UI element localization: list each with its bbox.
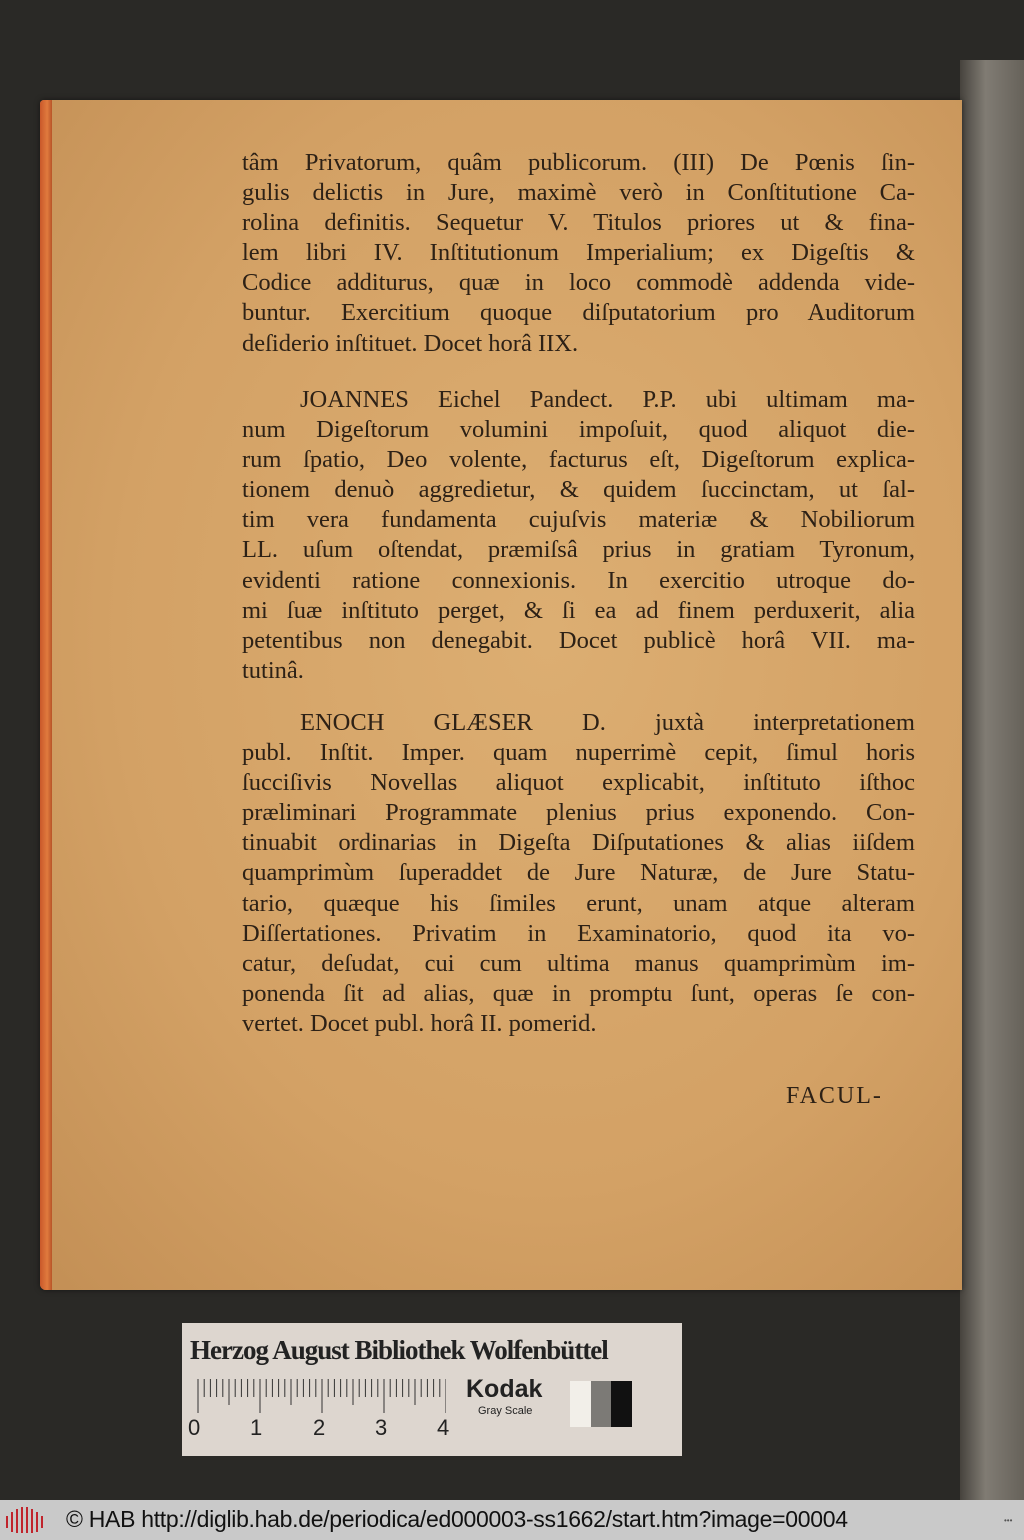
gray-scale-patch bbox=[570, 1381, 632, 1427]
text-line: Codice additurus, quæ in loco commodè addenda vide- bbox=[242, 269, 915, 297]
text-line: vertet. Docet publ. horâ II. pomerid. bbox=[242, 1009, 597, 1037]
catchword: FACUL- bbox=[786, 1083, 883, 1109]
page-edge bbox=[40, 100, 52, 1290]
text-line: mi ſuæ inſtituto perget, & ſi ea ad finem perduxerit, alia bbox=[242, 596, 915, 624]
text-line: tinuabit ordinarias in Digeſta Diſputationes & alias iiſdem bbox=[242, 829, 915, 857]
text-line: ENOCH GLÆSER D. juxtà interpretationem bbox=[300, 709, 915, 736]
paragraph-3 bbox=[242, 708, 915, 1039]
ruler-number: 4 bbox=[437, 1415, 450, 1440]
text-line: ſucciſivis Novellas aliquot explicabit, inſtituto iſthoc bbox=[242, 769, 915, 797]
text-line: præliminari Programmate plenius prius exponendo. Con- bbox=[242, 799, 915, 827]
ruler-number: 3 bbox=[375, 1415, 388, 1440]
library-name: Herzog August Bibliothek Wolfenbüttel bbox=[190, 1335, 608, 1365]
text-line: LL. uſum oſtendat, præmiſsâ prius in gratiam Tyronum, bbox=[242, 536, 915, 564]
text-line: rum ſpatio, Deo volente, facturus eſt, Digeſtorum explica- bbox=[242, 446, 915, 474]
text-line: tutinâ. bbox=[242, 656, 304, 684]
text-line: Diſſertationes. Privatim in Examinatorio, quod ita vo- bbox=[242, 919, 915, 947]
text-line: gulis delictis in Jure, maximè verò in Conſtitutione Ca- bbox=[242, 179, 915, 207]
ruler-number: 1 bbox=[250, 1415, 263, 1440]
text-line: rolina definitis. Sequetur V. Titulos priores ut & fina- bbox=[242, 209, 915, 237]
text-line: quamprimùm ſuperaddet de Jure Naturæ, de Jure Statu- bbox=[242, 859, 915, 887]
library-label-card bbox=[182, 1323, 682, 1456]
text-line: tario, quæque his ſimiles erunt, unam atque alteram bbox=[242, 889, 915, 917]
paragraph-2 bbox=[242, 385, 915, 686]
text-line: publ. Inſtit. Imper. quam nuperrimè cepit, ſimul horis bbox=[242, 739, 915, 767]
text-line: catur, deſudat, cui cum ultima manus quamprimùm im- bbox=[242, 949, 915, 977]
kodak-subtitle: Gray Scale bbox=[478, 1405, 533, 1417]
ruler-number: 0 bbox=[188, 1415, 201, 1440]
paragraph-1 bbox=[242, 148, 915, 359]
text-line: tim vera fundamenta cujuſvis materiæ & Nobiliorum bbox=[242, 506, 915, 534]
hab-logo-icon bbox=[4, 1506, 46, 1534]
text-line: tâm Privatorum, quâm publicorum. (III) De Pœnis ſin- bbox=[242, 149, 915, 176]
footer-bar bbox=[0, 1500, 1024, 1540]
source-url[interactable]: © HAB http://diglib.hab.de/periodica/ed000003-ss1662/start.htm?image=00004 bbox=[66, 1506, 848, 1532]
text-line: num Digeſtorum volumini impoſuit, quod aliquot die- bbox=[242, 416, 915, 444]
ruler-scale bbox=[196, 1379, 446, 1413]
text-line: buntur. Exercitium quoque diſputatorium pro Auditorum bbox=[242, 299, 915, 327]
text-line: ponenda ſit ad alias, quæ in promptu ſunt, operas ſe con- bbox=[242, 979, 915, 1007]
adjacent-page-shadow bbox=[960, 60, 1024, 1500]
text-line: deſiderio inſtituet. Docet horâ IIX. bbox=[242, 329, 579, 357]
text-line: evidenti ratione connexionis. In exercitio utroque do- bbox=[242, 566, 915, 594]
text-line: petentibus non denegabit. Docet publicè horâ VII. ma- bbox=[242, 626, 915, 654]
text-line: JOANNES Eichel Pandect. P.P. ubi ultimam ma- bbox=[300, 386, 915, 413]
more-icon[interactable]: ••• bbox=[1004, 1516, 1013, 1525]
kodak-logo: Kodak bbox=[466, 1375, 543, 1403]
text-line: lem libri IV. Inſtitutionum Imperialium; ex Digeſtis & bbox=[242, 239, 915, 267]
ruler-number: 2 bbox=[313, 1415, 326, 1440]
text-line: tionem denuò aggredietur, & quidem ſuccinctam, ut ſal- bbox=[242, 476, 915, 504]
